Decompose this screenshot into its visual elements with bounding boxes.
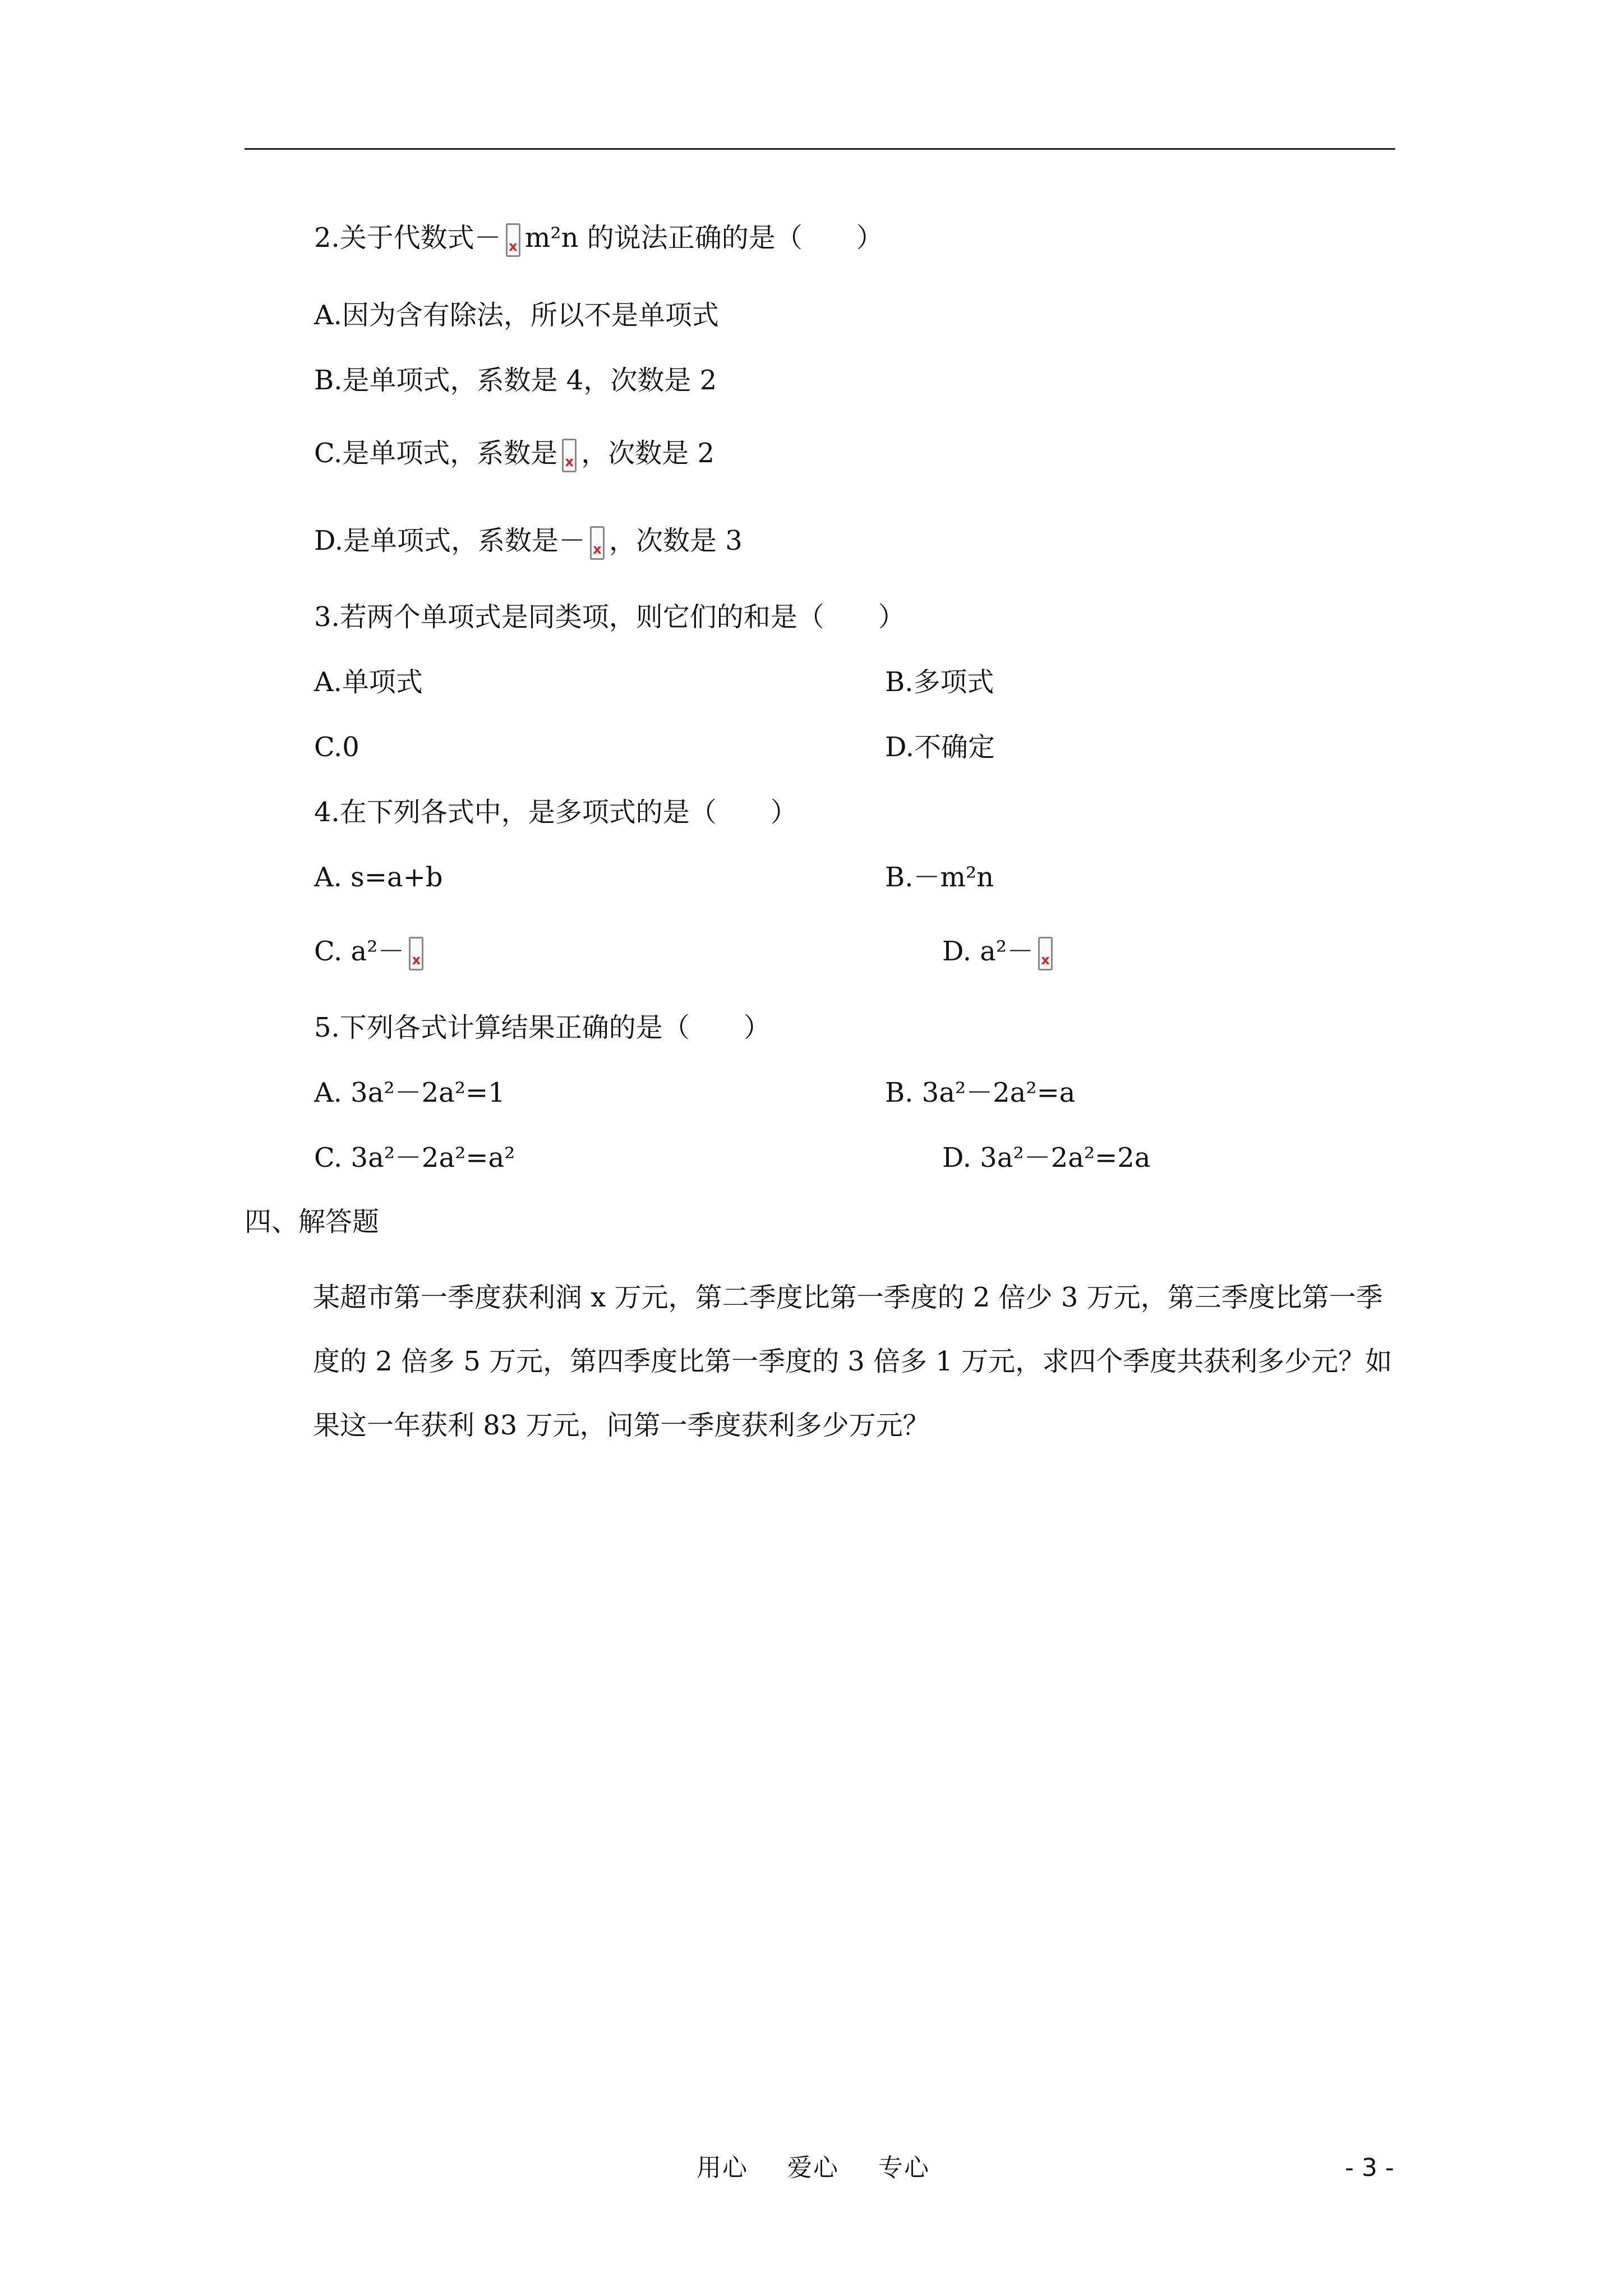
broken-image-icon [409,937,423,970]
q4-option-c [314,933,428,970]
q2-option-a: A.因为含有除法，所以不是单项式 [314,300,719,331]
word-problem-text: 某超市第一季度获利润 x 万元，第二季度比第一季度的 2 倍少 3 万元，第三季度比第一季度的 2 倍多 5 万元，第四季度比第一季度的 3 倍多 1 万元，求四个季度共获利多少元？如果这一年获利 83 万元，问第一季度获利多少万元？ [313,1282,1393,1441]
q2-option-c [314,435,714,472]
broken-image-icon [590,526,605,560]
question-3-stem: 3.若两个单项式是同类项，则它们的和是（ ） [314,601,905,633]
section-heading: 四、解答题 [245,1206,380,1237]
footer-motto [697,2151,969,2185]
q2-option-c-before: C.是单项式，系数是 [314,438,558,469]
broken-image-icon [506,223,520,257]
q5-option-a: A. 3a²－2a²=1 [314,1077,505,1108]
q2-option-d-after: ，次数是 3 [609,525,743,556]
q4-option-d-text: D. a²－ [942,936,1034,967]
q2-option-d-before: D.是单项式，系数是－ [314,525,586,556]
q5-option-d: D. 3a²－2a²=2a [942,1142,1151,1174]
q2-option-b: B.是单项式，系数是 4，次数是 2 [314,365,717,396]
q2-option-c-after: ，次数是 2 [581,438,715,469]
q4-option-d [942,933,1057,970]
q3-option-a: A.单项式 [314,666,423,698]
q2-stem-after: m²n 的说法正确的是（ ） [524,222,883,254]
q2-option-d [314,523,743,560]
footer-motto-3: 专心 [878,2154,930,2182]
question-4-stem: 4.在下列各式中，是多项式的是（ ） [314,797,797,828]
footer-motto-2: 爱心 [787,2154,839,2182]
q4-option-a: A. s=a+b [314,862,443,893]
q3-option-c: C.0 [314,731,359,763]
page-number: - 3 - [1345,2154,1394,2182]
q5-option-b: B. 3a²－2a²=a [885,1077,1076,1108]
broken-image-icon [562,439,577,472]
word-problem [245,1266,1394,1457]
header-rule [245,148,1395,150]
footer-motto-1: 用心 [697,2154,748,2182]
q2-stem-before: 2.关于代数式－ [314,222,501,254]
q4-option-b: B.－m²n [885,862,994,893]
q5-option-c: C. 3a²－2a²=a² [314,1142,515,1174]
q4-option-c-text: C. a²－ [314,936,405,967]
broken-image-icon [1038,937,1053,970]
question-2-stem [314,220,883,257]
q3-option-d: D.不确定 [885,731,995,763]
q3-option-b: B.多项式 [885,666,994,698]
question-5-stem: 5.下列各式计算结果正确的是（ ） [314,1012,771,1043]
